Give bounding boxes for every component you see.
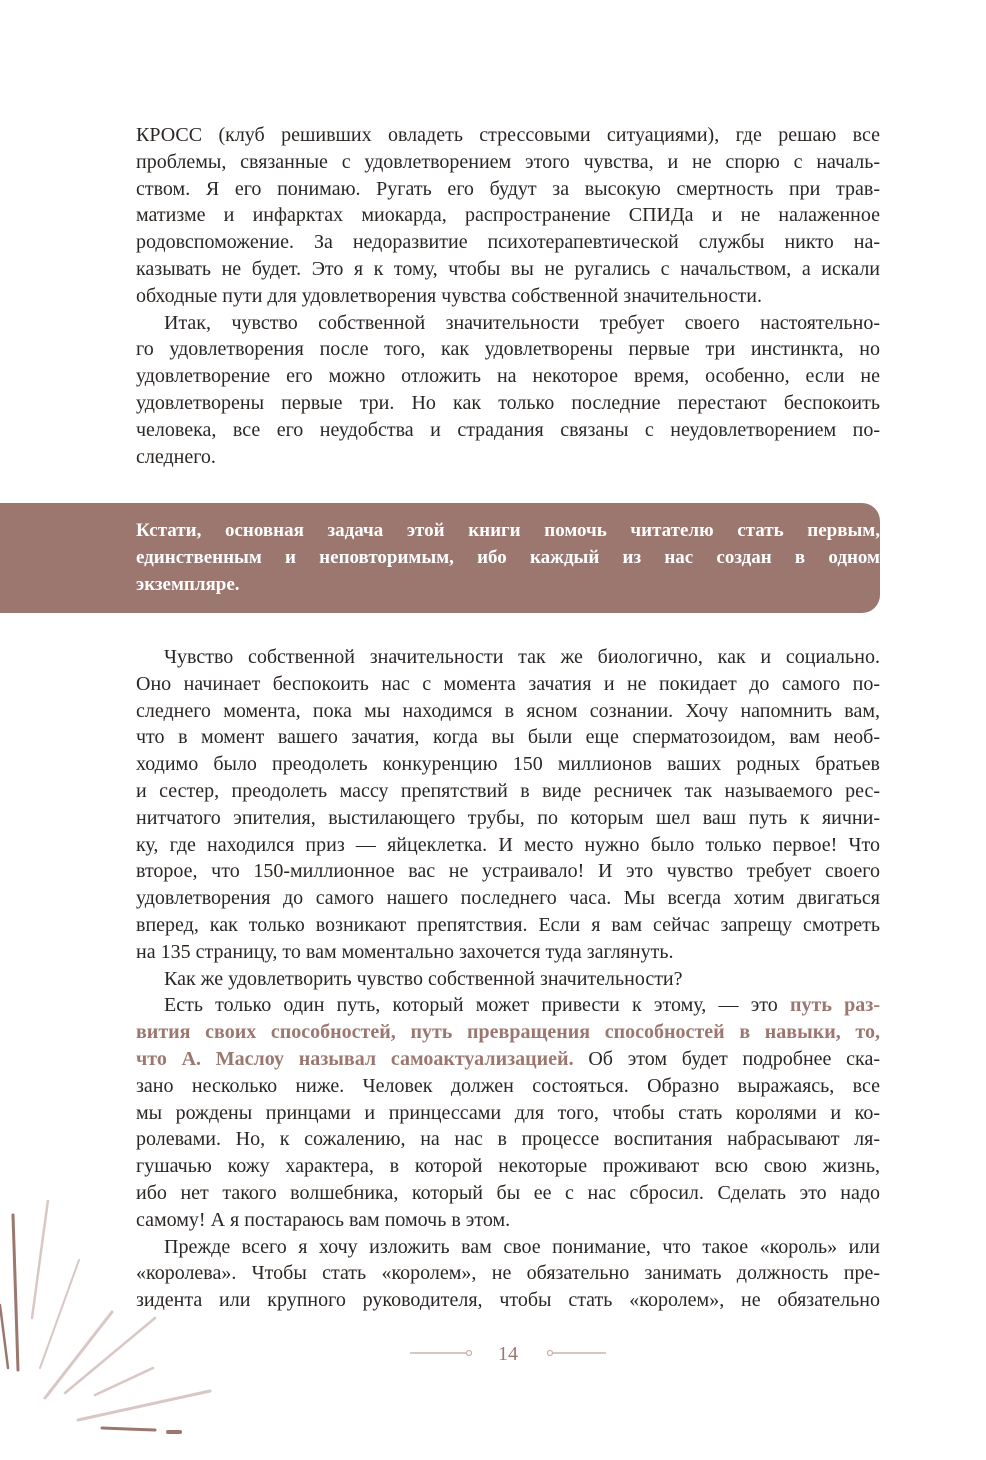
text-segment: Об этом будет подробнее ска-: [573, 1047, 880, 1070]
text-segment: матизме и инфарктах миокарда, распространение СПИДа и не налаженное: [136, 204, 880, 227]
text-segment: го удовлетворения после того, как удовлетворены первые три инстинкта, но: [136, 338, 880, 361]
page-number: 14: [498, 1343, 518, 1365]
text-line: [136, 283, 880, 310]
text-line: [136, 966, 880, 993]
text-segment: ходимо было преодолеть конкуренцию 150 миллионов ваших родных братьев: [136, 753, 880, 776]
text-line: [136, 256, 880, 283]
text-segment: и сестер, преодолеть массу препятствий в виде ресничек так называемого рес-: [136, 779, 880, 802]
text-line: [136, 1073, 880, 1100]
text-segment: Чувство собственной значительности так же биологично, как и социально.: [164, 646, 880, 668]
text-line: [136, 545, 880, 572]
text-segment: следнего момента, пока мы находимся в ясном сознании. Хочу напомнить вам,: [136, 699, 880, 722]
text-segment: ку, где находился приз — яйцеклетка. И место нужно было только первое! Что: [136, 833, 880, 856]
text-segment: Итак, чувство собственной значительности требует своего настоятельно-: [164, 311, 880, 334]
text-line: [136, 336, 880, 363]
text-line: [136, 229, 880, 256]
text-segment: казывать не будет. Это я к тому, чтобы вы не ругались с начальством, а искали: [136, 257, 880, 280]
text-segment: ибо нет такого волшебника, который бы ее с нас сбросил. Сделать это надо: [136, 1181, 880, 1204]
text-segment: экземпляре.: [136, 573, 240, 595]
text-segment: КРОСС (клуб решивших овладеть стрессовыми ситуациями), где решаю все: [136, 124, 880, 146]
text-segment: удовлетворения до самого нашего последнего часа. Мы всегда хотим двигаться: [136, 887, 880, 910]
text-segment: зано несколько ниже. Человек должен состояться. Образно выражаясь, все: [136, 1074, 880, 1097]
highlighted-text: вития своих способностей, путь превращения способностей в навыки, то,: [136, 1021, 880, 1044]
text-line: [136, 518, 880, 545]
text-segment: гушачью кожу характера, в которой некоторые проживают всю свою жизнь,: [136, 1155, 880, 1178]
text-segment: обходные пути для удовлетворения чувства собственной значительности.: [136, 284, 762, 307]
highlighted-text: путь раз-: [790, 994, 880, 1017]
text-line: [136, 1100, 880, 1127]
page-footer: [410, 1340, 606, 1368]
text-line: [136, 1126, 880, 1153]
text-line: [136, 390, 880, 417]
text-segment: удовлетворены первые три. Но как только последние перестают беспокоить: [136, 391, 880, 414]
text-segment: «королева». Чтобы стать «королем», не обязательно занимать должность пре-: [136, 1262, 880, 1285]
text-segment: удовлетворение его можно отложить на некоторое время, особенно, если не: [136, 365, 880, 388]
text-line: [136, 751, 880, 778]
text-segment: Оно начинает беспокоить нас с момента зачатия и не покидает до самого по-: [136, 672, 880, 695]
highlighted-text: что А. Маслоу называл самоактуализацией.: [136, 1047, 574, 1070]
text-line: [136, 858, 880, 885]
text-line: [136, 778, 880, 805]
text-line: [136, 698, 880, 725]
text-line: [136, 832, 880, 859]
text-segment: единственным и неповторимым, ибо каждый из нас создан в одном: [136, 546, 880, 568]
callout-text: [136, 518, 880, 598]
text-segment: вперед, как только возникают препятствия. Если я вам сейчас запрещу смотреть: [136, 913, 880, 936]
text-line: [136, 912, 880, 939]
text-line: [136, 572, 880, 599]
text-segment: Как же удовлетворить чувство собственной значительности?: [164, 967, 683, 990]
text-segment: самому! А я постараюсь вам помочь в этом.: [136, 1208, 511, 1231]
text-segment: Прежде всего я хочу изложить вам свое понимание, что такое «король» или: [164, 1235, 880, 1258]
text-segment: зидента или крупного руководителя, чтобы стать «королем», не обязательно: [136, 1289, 880, 1312]
text-segment: второе, что 150-миллионное вас не устраивало! И это чувство требует своего: [136, 860, 880, 883]
text-line: [136, 310, 880, 337]
text-line: [136, 363, 880, 390]
text-line: [136, 885, 880, 912]
text-segment: на 135 страницу, то вам моментально захочется туда заглянуть.: [136, 940, 674, 963]
text-line: [136, 644, 880, 671]
text-line: [136, 805, 880, 832]
text-segment: ролевами. Но, к сожалению, на нас в процессе воспитания набрасывают ля-: [136, 1128, 880, 1151]
text-segment: родовспоможение. За недоразвитие психотерапевтической службы никто на-: [136, 231, 880, 254]
text-line: [136, 122, 880, 149]
text-line: [136, 202, 880, 229]
text-line: [136, 149, 880, 176]
text-segment: следнего.: [136, 445, 216, 468]
text-line: [136, 1153, 880, 1180]
callout-box: [0, 503, 880, 613]
text-line: [136, 1046, 880, 1073]
text-segment: Кстати, основная задача этой книги помочь читателю стать первым,: [136, 520, 880, 541]
text-line: [136, 1019, 880, 1046]
text-line: [136, 671, 880, 698]
text-line: [136, 444, 880, 471]
text-segment: мы рождены принцами и принцессами для того, чтобы стать королями и ко-: [136, 1101, 880, 1124]
text-segment: нитчатого эпителия, выстилающего трубы, по которым шел ваш путь к яични-: [136, 806, 880, 829]
text-segment: проблемы, связанные с удовлетворением этого чувства, и не спорю с началь-: [136, 150, 880, 173]
text-line: [136, 176, 880, 203]
text-segment: человека, все его неудобства и страдания связаны с неудовлетворением по-: [136, 418, 880, 441]
text-line: [136, 417, 880, 444]
text-section-top: [136, 122, 880, 470]
text-segment: ством. Я его понимаю. Ругать его будут за высокую смертность при трав-: [136, 177, 880, 200]
text-line: [136, 992, 880, 1019]
text-segment: Есть только один путь, который может привести к этому, — это: [164, 994, 791, 1017]
corner-burst-decoration-icon: [0, 1200, 260, 1460]
text-line: [136, 939, 880, 966]
text-segment: что в момент вашего зачатия, когда вы были еще сперматозоидом, вам необ-: [136, 726, 880, 749]
text-line: [136, 724, 880, 751]
